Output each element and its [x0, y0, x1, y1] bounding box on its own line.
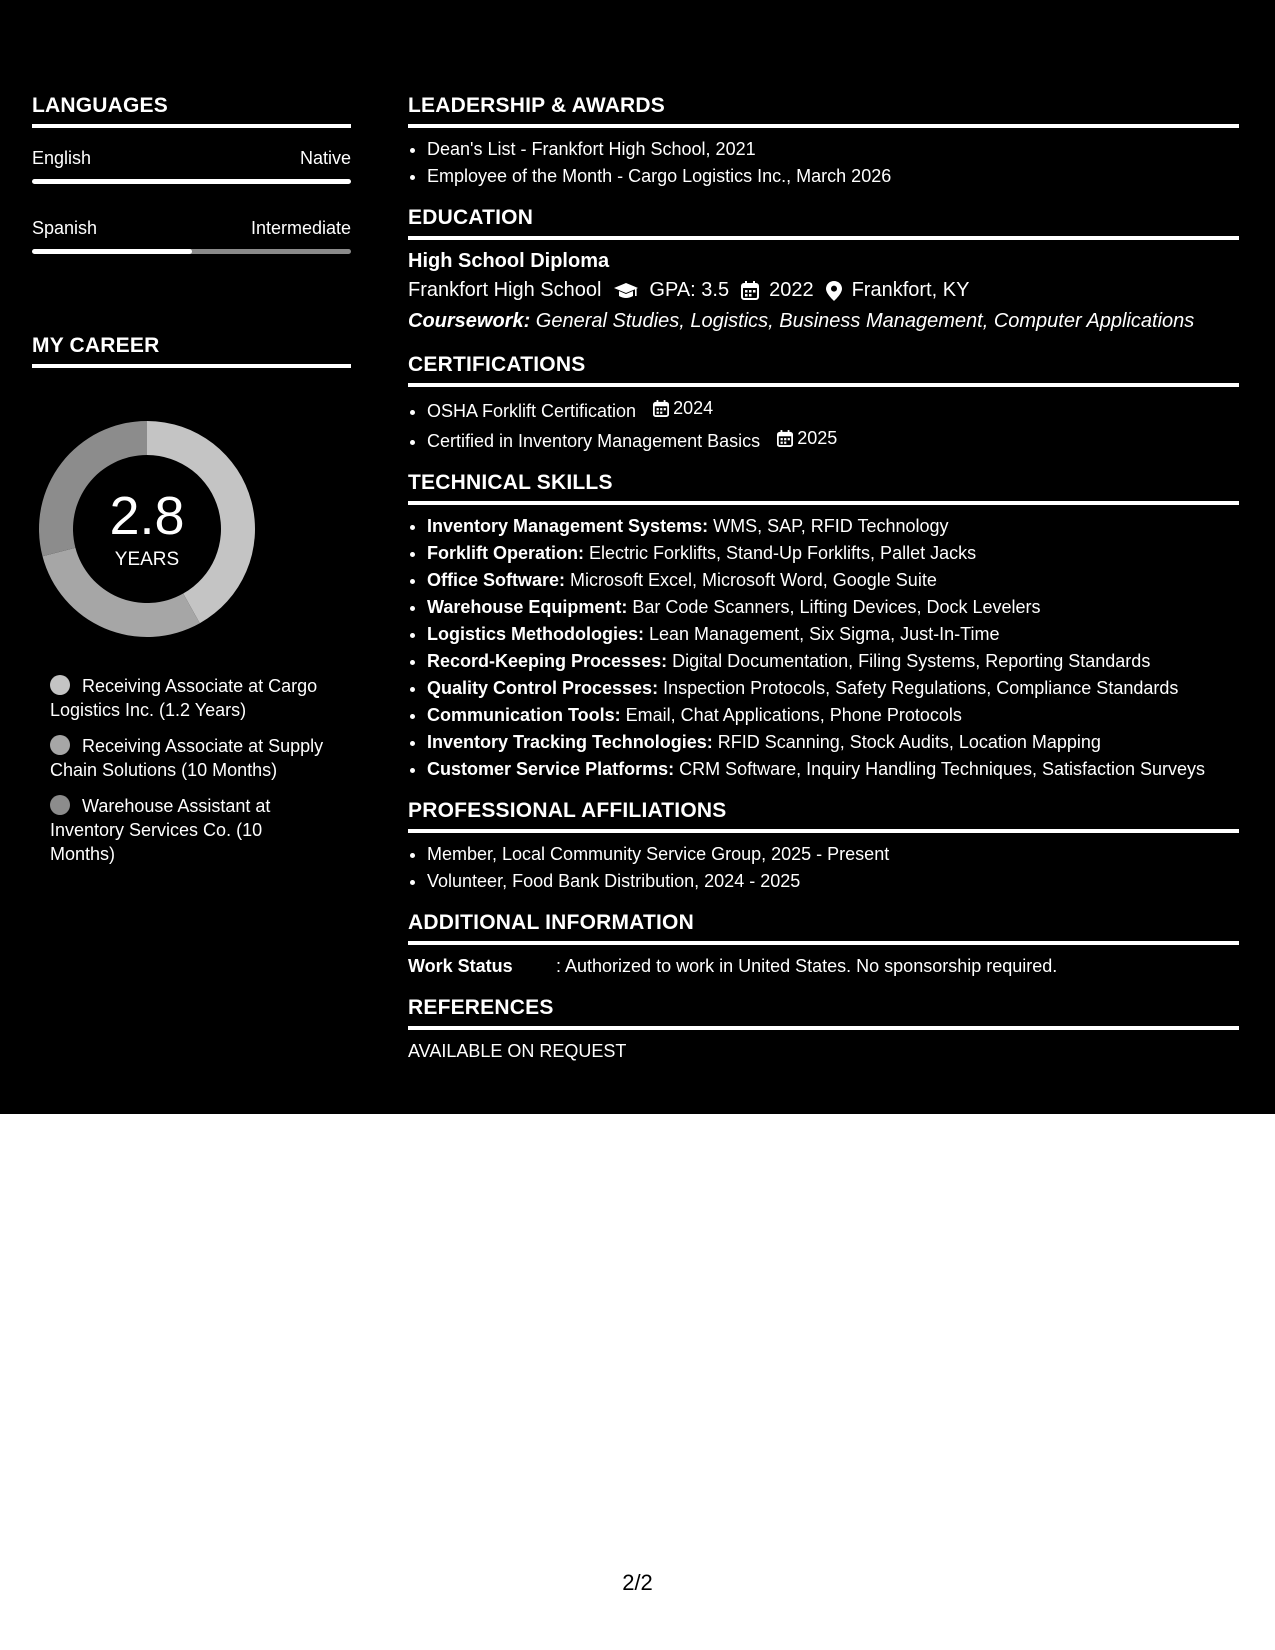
skills-title: TECHNICAL SKILLS	[408, 471, 1239, 505]
certifications-section	[408, 353, 1239, 455]
school-name: Frankfort High School	[408, 279, 602, 301]
language-name: Spanish	[32, 218, 98, 238]
skill-value: Microsoft Excel, Microsoft Word, Google Suite	[565, 570, 937, 590]
skill-label: Record-Keeping Processes:	[427, 651, 668, 671]
skill-label: Logistics Methodologies:	[427, 624, 645, 644]
list-item	[427, 425, 1239, 455]
skill-label: Forklift Operation:	[427, 543, 584, 563]
legend-dot-icon	[50, 795, 70, 815]
career-title: MY CAREER	[32, 334, 351, 368]
references-title: REFERENCES	[408, 996, 1239, 1030]
skill-value: RFID Scanning, Stock Audits, Location Mapping	[712, 732, 1101, 752]
skill-label: Communication Tools:	[427, 705, 621, 725]
career-donut-chart	[32, 414, 262, 644]
affiliations-title: PROFESSIONAL AFFILIATIONS	[408, 799, 1239, 833]
list-item	[427, 567, 1239, 594]
leadership-title: LEADERSHIP & AWARDS	[408, 94, 1239, 128]
list-item: • Volunteer, Food Bank Distribution, 2024 - 2025	[427, 868, 1239, 895]
list-item	[427, 756, 1239, 783]
career-item	[50, 734, 325, 782]
skill-value: Inspection Protocols, Safety Regulations, Compliance Standards	[658, 678, 1179, 698]
career-item	[50, 674, 325, 722]
certification-name: OSHA Forklift Certification	[427, 401, 637, 421]
career-legend	[50, 674, 325, 878]
references-text: AVAILABLE ON REQUEST	[408, 1041, 627, 1061]
list-item	[427, 513, 1239, 540]
skills-section	[408, 471, 1239, 783]
calendar-icon	[777, 430, 793, 447]
career-item-label: Warehouse Assistant at Inventory Services Co. (10 Months)	[50, 796, 271, 864]
skill-label: Inventory Tracking Technologies:	[427, 732, 713, 752]
skill-value: Electric Forklifts, Stand-Up Forklifts, Pallet Jacks	[584, 543, 977, 563]
career-item-label: Receiving Associate at Supply Chain Solutions (10 Months)	[50, 736, 324, 780]
career-total-years: 2.8	[109, 486, 185, 546]
legend-dot-icon	[50, 735, 70, 755]
left-column	[32, 94, 351, 368]
language-bar-fill	[32, 179, 351, 184]
right-column	[408, 94, 1239, 1081]
references-section	[408, 996, 1239, 1065]
skill-label: Customer Service Platforms:	[427, 759, 675, 779]
skill-value: WMS, SAP, RFID Technology	[708, 516, 949, 536]
work-status-label: Work Status	[408, 956, 513, 976]
language-name: English	[32, 148, 92, 168]
school-location: Frankfort, KY	[851, 279, 970, 301]
list-item	[427, 540, 1239, 567]
certification-year: 2024	[673, 398, 714, 418]
education-details	[408, 275, 1239, 306]
list-item	[427, 594, 1239, 621]
skill-value: Email, Chat Applications, Phone Protocols	[620, 705, 962, 725]
coursework	[408, 306, 1239, 337]
skill-value: CRM Software, Inquiry Handling Techniques, Satisfaction Surveys	[674, 759, 1206, 779]
additional-title: ADDITIONAL INFORMATION	[408, 911, 1239, 945]
list-item	[427, 395, 1239, 425]
language-bar-fill	[32, 249, 192, 254]
education-title: EDUCATION	[408, 206, 1239, 240]
list-item	[427, 675, 1239, 702]
skill-value: Bar Code Scanners, Lifting Devices, Dock Levelers	[627, 597, 1041, 617]
career-total-unit: YEARS	[114, 549, 180, 570]
legend-dot-icon	[50, 675, 70, 695]
leadership-section	[408, 94, 1239, 190]
work-status-value: : Authorized to work in United States. No sponsorship required.	[556, 956, 1058, 976]
language-spanish	[32, 218, 351, 254]
skill-value: Digital Documentation, Filing Systems, Reporting Standards	[667, 651, 1151, 671]
list-item	[427, 621, 1239, 648]
calendar-icon	[741, 281, 759, 300]
certification-year: 2025	[797, 428, 838, 448]
language-level: Native	[299, 148, 351, 168]
coursework-value: General Studies, Logistics, Business Management, Computer Applications	[530, 310, 1195, 332]
language-bar	[32, 179, 351, 184]
list-item	[427, 729, 1239, 756]
list-item	[427, 648, 1239, 675]
skill-label: Warehouse Equipment:	[427, 597, 628, 617]
career-item-label: Receiving Associate at Cargo Logistics Inc. (1.2 Years)	[50, 676, 318, 720]
list-item: • Employee of the Month - Cargo Logistics Inc., March 2026	[427, 163, 1239, 190]
certifications-title: CERTIFICATIONS	[408, 353, 1239, 387]
language-level: Intermediate	[250, 218, 351, 238]
location-pin-icon	[826, 281, 842, 301]
degree-title: High School Diploma	[408, 250, 610, 272]
additional-section	[408, 911, 1239, 980]
skill-label: Office Software:	[427, 570, 566, 590]
work-status-row	[408, 953, 1239, 980]
skill-value: Lean Management, Six Sigma, Just-In-Time	[644, 624, 1000, 644]
calendar-icon	[653, 400, 669, 417]
list-item: • Dean's List - Frankfort High School, 2021	[427, 136, 1239, 163]
graduation-cap-icon	[613, 282, 639, 300]
certification-name: Certified in Inventory Management Basics	[427, 431, 761, 451]
language-bar	[32, 249, 351, 254]
list-item	[427, 702, 1239, 729]
skill-label: Quality Control Processes:	[427, 678, 659, 698]
gpa: GPA: 3.5	[649, 279, 730, 301]
list-item: • Member, Local Community Service Group, 2025 - Present	[427, 841, 1239, 868]
affiliations-section	[408, 799, 1239, 895]
skill-label: Inventory Management Systems:	[427, 516, 709, 536]
education-section	[408, 206, 1239, 337]
languages-title: LANGUAGES	[32, 94, 351, 128]
page-number: 2/2	[622, 1570, 653, 1595]
graduation-year: 2022	[769, 279, 814, 301]
language-english	[32, 148, 351, 184]
coursework-label: Coursework:	[408, 310, 531, 332]
career-item	[50, 794, 325, 866]
